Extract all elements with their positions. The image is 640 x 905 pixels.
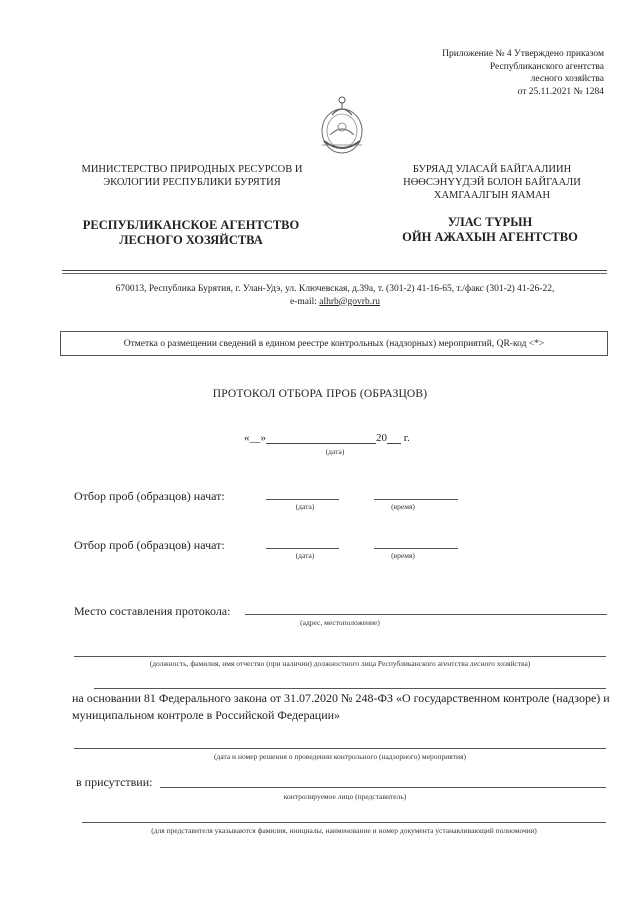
protocol-place-field[interactable] (245, 614, 607, 615)
appendix-line: лесного хозяйства (530, 74, 604, 84)
date-year-blank[interactable] (387, 443, 401, 444)
agency-name-bua (380, 215, 600, 245)
time-caption: (время) (391, 551, 415, 560)
official-caption: (должность, фамилия, имя отчество (при наличии) должностного лица Республиканского агентства лесного хозяйства) (149, 659, 531, 668)
registry-mark-box (60, 331, 608, 356)
sampling-start-label: Отбор проб (образцов) начат: (74, 538, 225, 552)
time-caption: (время) (391, 502, 415, 511)
sampling-start-label: Отбор проб (образцов) начат: (74, 489, 225, 503)
appendix-note (364, 48, 604, 98)
sampling-start-date-field[interactable] (266, 548, 339, 549)
agency-line: ЛЕСНОГО ХОЗЯЙСТВА (119, 233, 263, 247)
registry-mark-text: Отметка о размещении сведений в едином реестре контрольных (надзорных) мероприятий, QR-код <*> (123, 338, 545, 349)
agency-line: РЕСПУБЛИКАНСКОЕ АГЕНТСТВО (82, 218, 300, 232)
protocol-place-label: Место составления протокола: (74, 604, 231, 618)
address-text: 670013, Республика Бурятия, г. Улан-Удэ, ул. Ключевская, д.39а, т. (301-2) 41-16-65, т./факс (301-2) 41-26-22, (115, 284, 555, 294)
place-caption: (адрес, местоположение) (300, 618, 380, 627)
coat-of-arms-icon (318, 95, 366, 157)
ministry-name-ru (62, 163, 322, 189)
presence-caption: контролируемое лицо (представитель) (283, 792, 407, 801)
presence-field[interactable] (160, 787, 606, 788)
legal-basis-top-line (94, 688, 606, 689)
agency-address (60, 283, 610, 308)
date-month-blank[interactable] (266, 443, 376, 444)
appendix-line: Республиканского агентства (489, 61, 604, 72)
date-day-open: «__» (244, 432, 266, 444)
agency-line: УЛАС ТҮРЫН (447, 215, 533, 229)
official-field[interactable] (74, 656, 606, 657)
date-caption: (дата) (295, 551, 315, 560)
email-label: e-mail: (289, 296, 317, 307)
agency-line: ОЙН АЖАХЫН АГЕНТСТВО (402, 230, 578, 244)
date-caption: (дата) (295, 502, 315, 511)
appendix-line: от 25.11.2021 № 1284 (517, 86, 604, 97)
email-link[interactable]: alhrb@govrb.ru (319, 296, 380, 307)
representative-field[interactable] (82, 822, 606, 823)
sampling-start-time-field[interactable] (374, 499, 458, 500)
sampling-start-date-field[interactable] (266, 499, 339, 500)
date-caption: (дата) (325, 447, 345, 456)
ministry-line: БУРЯАД УЛАСАЙ БАЙГААЛИИН (412, 164, 572, 175)
ministry-line: НӨӨСЭНҮҮДЭЙ БОЛОН БАЙГААЛИ (403, 177, 581, 188)
legal-basis-text: на основании 81 Федерального закона от 31.07.2020 № 248-ФЗ «О государственном контроле (надзоре) и муниципальном контроле в Российской Федерации» (72, 691, 610, 722)
header-divider (62, 270, 607, 271)
protocol-title: ПРОТОКОЛ ОТБОРА ПРОБ (ОБРАЗЦОВ) (212, 388, 428, 400)
decision-caption: (дата и номер решения о проведении контрольного (надзорного) мероприятия) (214, 752, 466, 761)
email-line (60, 296, 610, 309)
ministry-name-bua (372, 163, 612, 202)
sampling-start-time-field[interactable] (374, 548, 458, 549)
presence-label: в присутствии: (76, 775, 153, 789)
appendix-line: Приложение № 4 Утверждено приказом (442, 49, 604, 59)
decision-field[interactable] (74, 748, 606, 749)
representative-caption: (для представителя указываются фамилия, инициалы, наименование и номер документа устанавливающий полномочия) (151, 826, 537, 835)
ministry-line: ХАМГААЛГЫН ЯАМАН (433, 190, 551, 201)
ministry-line: МИНИСТЕРСТВО ПРИРОДНЫХ РЕСУРСОВ И (81, 164, 303, 175)
ministry-line: ЭКОЛОГИИ РЕСПУБЛИКИ БУРЯТИЯ (103, 177, 281, 188)
protocol-date-field[interactable] (244, 432, 424, 444)
date-year-suffix: г. (403, 432, 410, 444)
agency-name-ru (66, 218, 316, 248)
header-divider (62, 273, 607, 274)
date-year-prefix: 20 (376, 432, 387, 444)
